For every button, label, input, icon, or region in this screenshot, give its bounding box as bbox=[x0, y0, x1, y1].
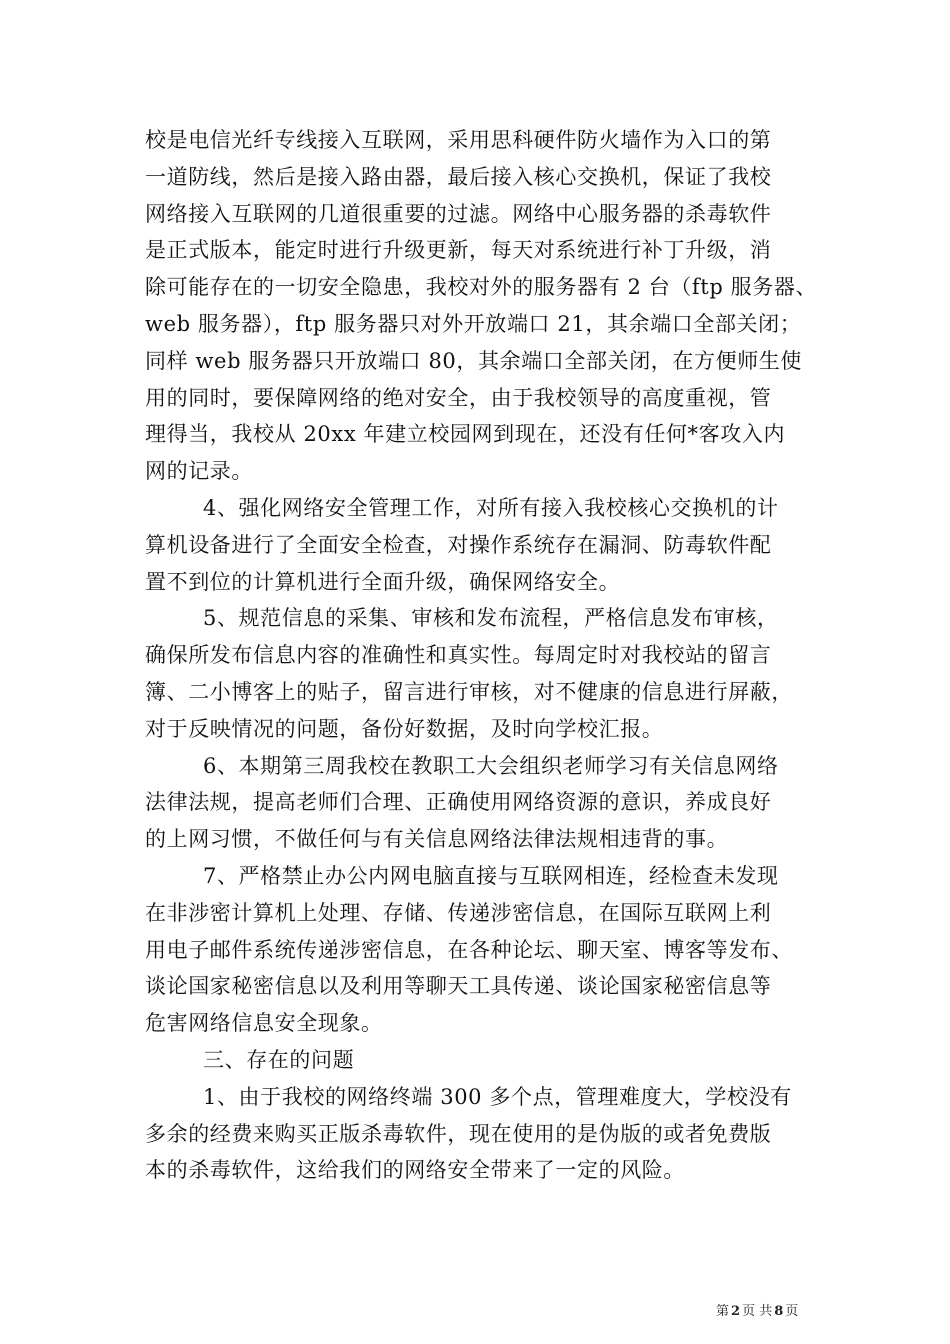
text-line: 危害网络信息安全现象。 bbox=[145, 1011, 383, 1036]
text-line: 多余的经费来购买正版杀毒软件，现在使用的是伪版的或者免费版 bbox=[145, 1121, 772, 1146]
text-line: 同样 web 服务器只开放端口 80，其余端口全部关闭，在方便师生使 bbox=[145, 348, 802, 373]
paragraph-first-line: 5、规范信息的采集、审核和发布流程，严格信息发布审核， bbox=[203, 606, 779, 631]
text-line: web 服务器），ftp 服务器只对外开放端口 21，其余端口全部关闭； bbox=[145, 311, 802, 336]
text-line: 簿、二小博客上的贴子，留言进行审核，对不健康的信息进行屏蔽， bbox=[145, 679, 793, 704]
text-line: 用电子邮件系统传递涉密信息，在各种论坛、聊天室、博客等发布、 bbox=[145, 937, 793, 962]
text-line: 是正式版本，能定时进行升级更新，每天对系统进行补丁升级，消 bbox=[145, 238, 772, 263]
footer-middle: 页 共 bbox=[742, 1304, 773, 1319]
text-line: 谈论国家秘密信息以及利用等聊天工具传递、谈论国家秘密信息等 bbox=[145, 974, 772, 999]
paragraph-first-line: 6、本期第三周我校在教职工大会组织老师学习有关信息网络 bbox=[203, 753, 779, 778]
section-heading: 三、存在的问题 bbox=[203, 1047, 355, 1072]
footer-suffix: 页 bbox=[785, 1304, 799, 1319]
paragraph-first-line: 4、强化网络安全管理工作，对所有接入我校核心交换机的计 bbox=[203, 495, 779, 520]
text-line: 本的杀毒软件，这给我们的网络安全带来了一定的风险。 bbox=[145, 1158, 685, 1183]
text-line: 除可能存在的一切安全隐患，我校对外的服务器有 2 台（ftp 服务器、 bbox=[145, 275, 818, 300]
text-line: 法律法规，提高老师们合理、正确使用网络资源的意识，养成良好 bbox=[145, 790, 772, 815]
text-line: 的上网习惯，不做任何与有关信息网络法律法规相违背的事。 bbox=[145, 827, 729, 852]
text-line: 网的记录。 bbox=[145, 459, 253, 484]
text-line: 确保所发布信息内容的准确性和真实性。每周定时对我校站的留言 bbox=[145, 643, 772, 668]
text-line: 用的同时，要保障网络的绝对安全，由于我校领导的高度重视，管 bbox=[145, 385, 772, 410]
text-line: 网络接入互联网的几道很重要的过滤。网络中心服务器的杀毒软件 bbox=[145, 201, 772, 226]
paragraph-first-line: 1、由于我校的网络终端 300 多个点，管理难度大，学校没有 bbox=[203, 1084, 792, 1109]
footer-prefix: 第 bbox=[716, 1304, 730, 1319]
total-page-number: 8 bbox=[774, 1304, 784, 1319]
text-line: 理得当，我校从 20xx 年建立校园网到现在，还没有任何*客攻入内 bbox=[145, 422, 786, 447]
current-page-number: 2 bbox=[731, 1304, 741, 1319]
document-body bbox=[145, 122, 825, 1189]
text-line: 置不到位的计算机进行全面升级，确保网络安全。 bbox=[145, 569, 621, 594]
text-line: 算机设备进行了全面安全检查，对操作系统存在漏洞、防毒软件配 bbox=[145, 532, 772, 557]
text-line: 对于反映情况的问题，备份好数据，及时向学校汇报。 bbox=[145, 716, 664, 741]
text-line: 校是电信光纤专线接入互联网，采用思科硬件防火墙作为入口的第 bbox=[145, 128, 772, 152]
paragraph-first-line: 7、严格禁止办公内网电脑直接与互联网相连，经检查未发现 bbox=[203, 863, 779, 888]
text-line: 在非涉密计算机上处理、存储、传递涉密信息，在国际互联网上利 bbox=[145, 900, 772, 925]
page-footer bbox=[715, 1304, 799, 1320]
text-line: 一道防线，然后是接入路由器，最后接入核心交换机，保证了我校 bbox=[145, 164, 772, 189]
